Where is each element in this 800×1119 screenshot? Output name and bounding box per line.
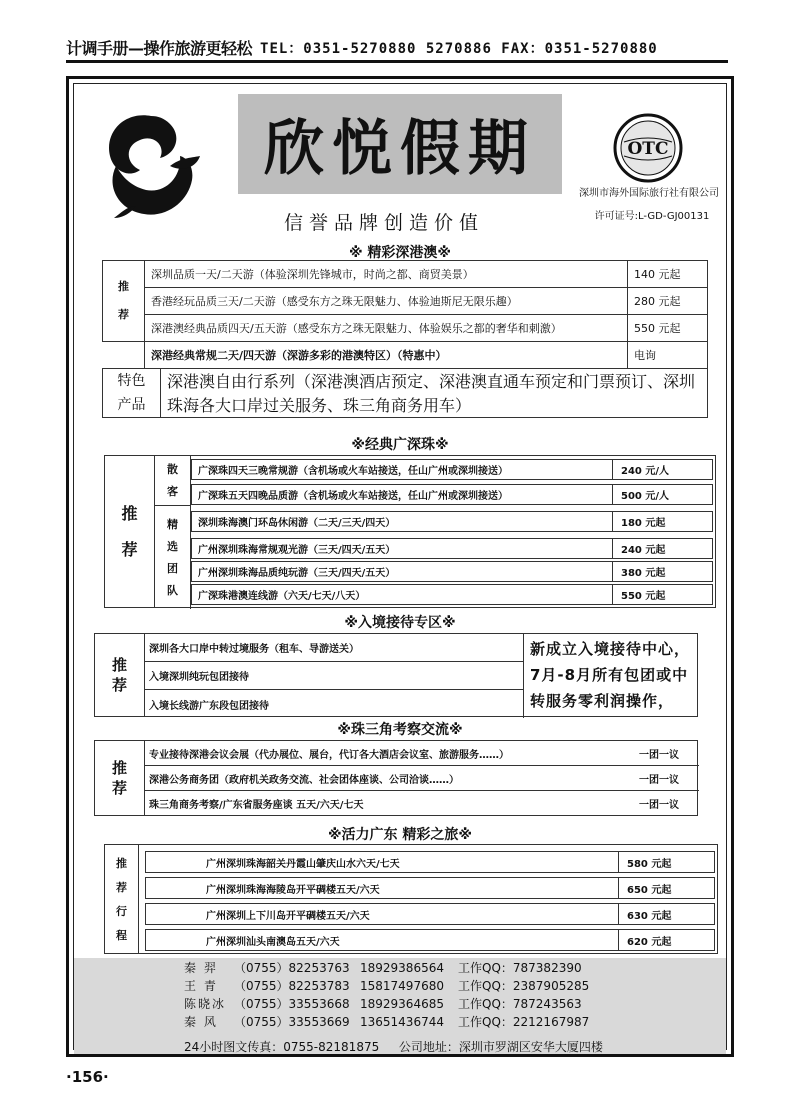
table-row xyxy=(103,288,708,315)
special-text: 深港澳自由行系列（深港澳酒店预定、深港澳直通车预定和门票预订、深圳珠海各大口岸过关服务、珠三角商务用车） xyxy=(167,372,696,415)
contacts-block xyxy=(74,958,726,1054)
inbound-news: 新成立入境接待中心，7月-8月所有包团或中转服务零利润操作， xyxy=(523,634,699,718)
section-title-shenzhen-hk-macau: ※ 精彩深港澳※ xyxy=(348,245,452,261)
fax-address xyxy=(184,1038,603,1055)
contact-row: 陈晓冰 （0755）33553668 18929364685 工作QQ：787243563 xyxy=(184,997,582,1011)
contact-row: 王 青 （0755）82253783 15817497680 工作QQ：2387905285 xyxy=(184,979,590,993)
recommend-label: 推 荐 xyxy=(103,261,145,342)
table-row: 广深珠五天四晚品质游（含机场或火车站接送，任山广州或深圳接送） 500 元/人 xyxy=(191,484,713,505)
section-title-inbound: ※入境接待专区※ xyxy=(344,615,456,631)
table-row xyxy=(103,261,708,288)
ad-frame xyxy=(66,76,734,1057)
brand-box xyxy=(238,94,562,194)
contact-row: 秦 风 （0755）33553669 13651436744 工作QQ：2212167987 xyxy=(184,1015,590,1029)
table-row: 广州深圳珠海韶关丹霞山肇庆山水六天/七天 580 元起 xyxy=(145,851,715,873)
tour-name: 深港经典常规二天/四天游（深游多彩的港澳特区）（特惠中） xyxy=(145,342,628,369)
banner-slogan: 计调手册—操作旅游更轻松 xyxy=(66,39,253,58)
table-row xyxy=(103,342,708,369)
recommend-route-label: 推 荐 行 程 xyxy=(105,845,139,953)
tour-price: 550 元起 xyxy=(628,315,708,342)
recommend-label: 推 荐 xyxy=(105,456,155,607)
page-number: ·156· xyxy=(66,1068,109,1086)
ad-inner xyxy=(73,83,727,1054)
special-label: 特色 产品 xyxy=(103,369,161,417)
otc-logo-icon xyxy=(612,112,684,184)
section5-table xyxy=(104,844,718,954)
brand-slogan: 信誉品牌创造价值 xyxy=(283,212,484,234)
list-item: 深圳各大口岸中转过境服务（租车、导游送关） xyxy=(145,634,523,662)
company-name: 深圳市海外国际旅行社有限公司 xyxy=(579,188,719,199)
tour-price: 140 元起 xyxy=(628,261,708,288)
table-row: 广州深圳汕头南澳岛五天/六天 620 元起 xyxy=(145,929,715,951)
flower-logo-icon xyxy=(96,106,206,224)
list-item: 入境长线游广东段包团接待 xyxy=(149,700,269,712)
table-row: 广深珠港澳连线游（六天/七天/八天） 550 元起 xyxy=(191,584,713,605)
otc-logo-text: OTC xyxy=(627,139,669,159)
license-number: 许可证号:L-GD-GJ00131 xyxy=(594,211,710,222)
list-item: 入境深圳纯玩包团接待 xyxy=(145,662,523,690)
group-label-team: 精 选 团 队 xyxy=(155,506,191,609)
fax-line: 24小时图文传真：0755-82181875 xyxy=(184,1040,380,1054)
table-row: 珠三角商务考察/广东省服务座谈 五天/六天/七天 一团一议 xyxy=(149,800,679,811)
table-row: 深圳珠海澳门环岛休闲游（二天/三天/四天） 180 元起 xyxy=(191,511,713,532)
section2-table xyxy=(104,455,716,608)
top-banner xyxy=(66,35,728,63)
tour-name: 香港经玩品质三天/二天游（感受东方之珠无限魅力、体验迪斯尼无限乐趣） xyxy=(145,288,628,315)
tour-price: 280 元起 xyxy=(628,288,708,315)
section3-table xyxy=(94,633,698,717)
special-products xyxy=(102,368,708,418)
contact-row: 秦 羿 （0755）82253763 18929386564 工作QQ：787382390 xyxy=(184,961,582,975)
section-title-guangdong: ※活力广东 精彩之旅※ xyxy=(327,827,473,843)
table-row: 深港公务商务团（政府机关政务交流、社会团体座谈、公司洽谈……） 一团一议 xyxy=(145,766,699,791)
table-row: 广深珠四天三晚常规游（含机场或火车站接送，任山广州或深圳接送） 240 元/人 xyxy=(191,459,713,480)
section-title-classic: ※经典广深珠※ xyxy=(351,437,449,453)
recommend-label: 推 荐 xyxy=(95,634,145,716)
table-row: 广州深圳珠海常规观光游（三天/四天/五天） 240 元起 xyxy=(191,538,713,559)
table-row: 专业接待深港会议会展（代办展位、展台，代订各大酒店会议室、旅游服务……） 一团一议 xyxy=(145,741,699,766)
section1-table xyxy=(102,260,708,369)
company-address: 公司地址：深圳市罗湖区安华大厦四楼 xyxy=(398,1040,603,1054)
recommend-label: 推 荐 xyxy=(95,741,145,815)
group-label-individual: 散 客 xyxy=(155,456,191,506)
table-row: 广州深圳珠海品质纯玩游（三天/四天/五天） 380 元起 xyxy=(191,561,713,582)
tour-name: 深圳品质一天/二天游（体验深圳先锋城市，时尚之都、商贸美景） xyxy=(145,261,628,288)
tour-price: 电询 xyxy=(628,342,708,369)
ad-header xyxy=(74,84,726,244)
tour-name: 深港澳经典品质四天/五天游（感受东方之珠无限魅力、体验娱乐之都的奢华和刺激） xyxy=(145,315,628,342)
table-row xyxy=(103,315,708,342)
section4-table xyxy=(94,740,698,816)
brand-title: 欣悦假期 xyxy=(264,114,536,184)
table-row: 广州深圳上下川岛开平碉楼五天/六天 630 元起 xyxy=(145,903,715,925)
table-row: 广州深圳珠海海陵岛开平碉楼五天/六天 650 元起 xyxy=(145,877,715,899)
section-title-prd: ※珠三角考察交流※ xyxy=(337,722,463,738)
banner-contact: TEL：0351-5270880 5270886 FAX：0351-5270880 xyxy=(260,40,658,57)
